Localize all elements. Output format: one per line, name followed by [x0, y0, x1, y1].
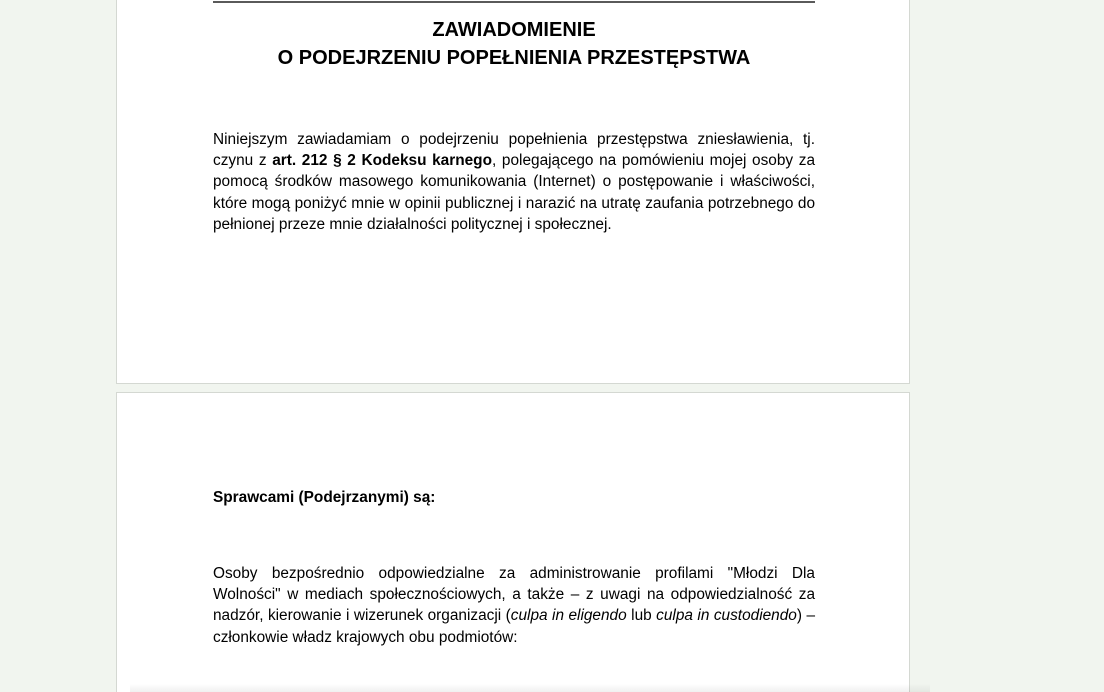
legal-term-eligendo: culpa in eligendo	[510, 607, 627, 625]
suspects-text-start: Osoby bezpośrednio odpowiedzialne za administrowanie profilami "Młodzi Dla Wolności" w mediach społecznościowych, a także – z uwagi na odpowiedzialność za nadzór, kierowanie i wizerunek organizacji (	[213, 565, 815, 625]
header-rule	[213, 1, 815, 3]
document-subtitle: O PODEJRZENIU POPEŁNIENIA PRZESTĘPSTWA	[277, 47, 751, 69]
document-page-1	[116, 0, 910, 384]
document-title: ZAWIADOMIENIE	[432, 19, 596, 41]
suspects-text-mid: lub	[626, 607, 657, 625]
suspects-text-end: ) – członkowie władz krajowych obu podmiotów:	[213, 607, 816, 646]
document-page-2	[116, 392, 910, 692]
suspects-heading: Sprawcami (Podejrzanymi) są:	[213, 489, 436, 506]
legal-article-reference: art. 212 § 2 Kodeksu karnego	[272, 152, 492, 170]
notice-text-start: Niniejszym zawiadamiam o podejrzeniu popełnienia przestępstwa zniesławienia, tj. czynu z	[213, 131, 815, 170]
suspects-paragraph	[213, 563, 815, 648]
notice-text-end: , polegającego na pomówieniu mojej osoby za pomocą środków masowego komunikowania (Internet) o postępowanie i właściwości, które mogą poniżyć mnie w opinii publicznej i narazić na utratę zaufania potrzebnego do pełnionej przeze mnie działalności politycznej i społecznej.	[213, 152, 816, 233]
legal-term-custodiendo: culpa in custodiendo	[656, 607, 797, 625]
notice-paragraph	[213, 129, 815, 235]
